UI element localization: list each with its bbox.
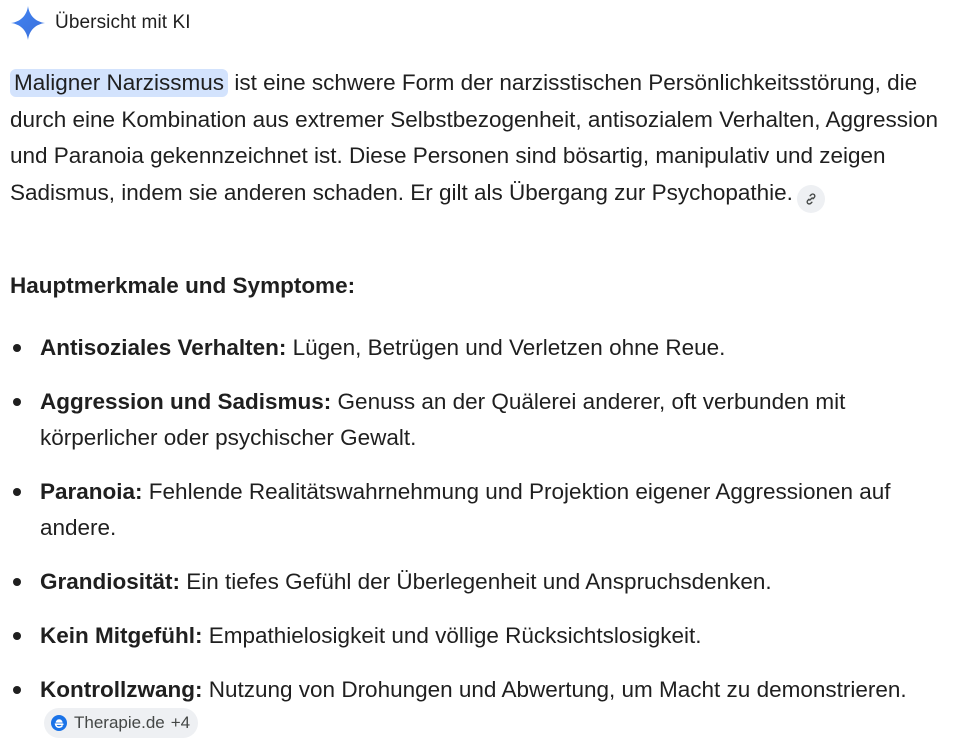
list-item-text: Ein tiefes Gefühl der Überlegenheit und Anspruchsdenken. [180, 569, 772, 594]
symptom-list [10, 330, 940, 745]
therapie-de-icon [50, 714, 68, 732]
list-item-text: Fehlende Realitätswahrnehmung und Projektion eigener Aggressionen auf andere. [40, 479, 891, 540]
header-title: Übersicht mit KI [55, 12, 191, 33]
list-item-text: Lügen, Betrügen und Verletzen ohne Reue. [286, 335, 726, 360]
sparkle-icon [10, 5, 46, 41]
list-item [10, 330, 940, 366]
list-item [10, 384, 940, 456]
bullet-dot [13, 344, 21, 352]
list-item-term: Paranoia: [40, 479, 143, 504]
list-item [10, 672, 940, 745]
list-item-term: Grandiosität: [40, 569, 181, 594]
list-item-term: Kein Mitgefühl: [40, 623, 203, 648]
bullet-dot [13, 578, 21, 586]
list-item-text: Empathielosigkeit und völlige Rücksichtslosigkeit. [202, 623, 702, 648]
intro-paragraph [10, 65, 955, 213]
intro-text: ist eine schwere Form der narzisstischen Persönlichkeitsstörung, die durch eine Kombination aus extremer Selbstbezogenheit, antisozialem Verhalten, Aggression und Paranoia gekennzeichnet ist. Diese Personen sind bösartig, manipulativ und zeigen Sadismus, indem sie anderen schaden. Er gilt als Übergang zur Psychopathie. [10, 70, 939, 205]
source-name: Therapie.de [74, 713, 165, 732]
bullet-dot [13, 686, 21, 694]
source-more-count: +4 [170, 713, 191, 732]
list-item-text: Genuss an der Quälerei anderer, oft verbunden mit körperlicher oder psychischer Gewalt. [40, 389, 846, 450]
list-item-term: Kontrollzwang: [40, 677, 203, 702]
list-item [10, 618, 940, 654]
list-item [10, 564, 940, 600]
source-chip[interactable] [44, 708, 198, 738]
bullet-dot [13, 488, 21, 496]
bullet-dot [13, 632, 21, 640]
link-glyph [804, 192, 818, 206]
list-item [10, 474, 940, 546]
list-item-term: Antisoziales Verhalten: [40, 335, 287, 360]
list-item-text: Nutzung von Drohungen und Abwertung, um Macht zu demonstrieren. [202, 677, 907, 702]
highlighted-term[interactable]: Maligner Narzissmus [10, 69, 228, 97]
ai-overview-header [10, 4, 191, 42]
link-icon[interactable] [797, 185, 825, 213]
section-heading: Hauptmerkmale und Symptome: [10, 273, 356, 298]
bullet-dot [13, 398, 21, 406]
list-item-term: Aggression und Sadismus: [40, 389, 332, 414]
